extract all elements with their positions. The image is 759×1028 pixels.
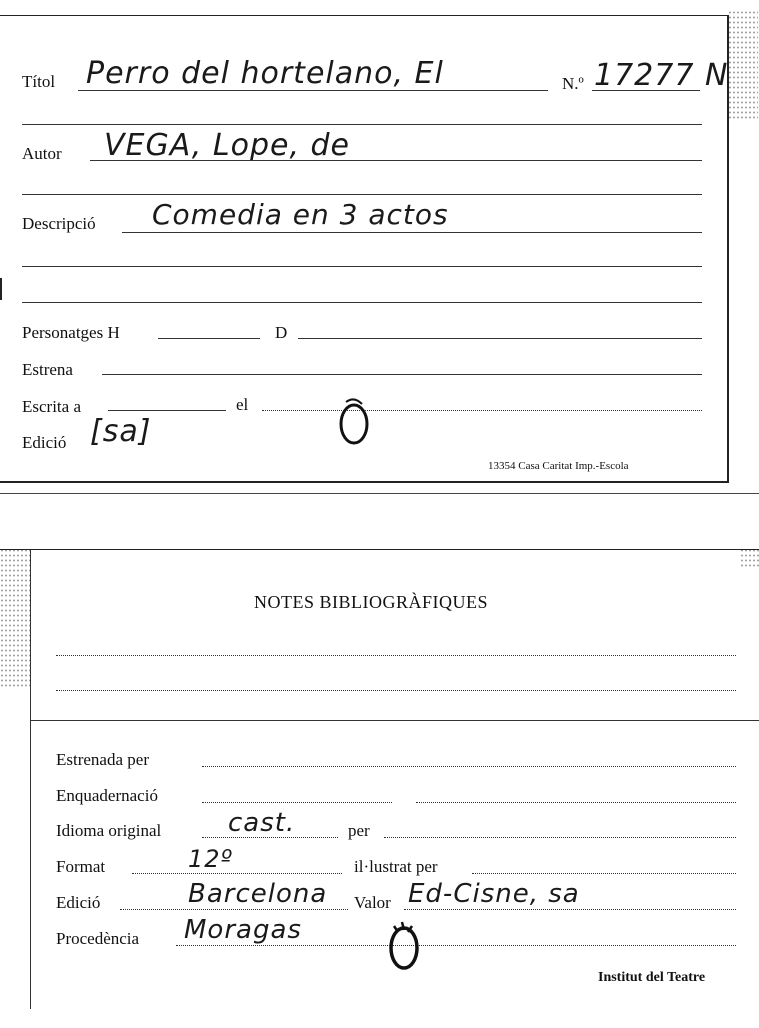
procedencia-line (176, 945, 736, 946)
enquadernacio-line-2 (416, 802, 736, 803)
number-value: 17277 N (594, 58, 729, 93)
scan-noise (728, 10, 758, 120)
descripcio-value: Comedia en 3 actos (152, 198, 449, 231)
edicio-label: Edició (22, 433, 67, 452)
idioma-line (202, 837, 338, 838)
enquadernacio-label: Enquadernació (56, 786, 158, 805)
footer-institution: Institut del Teatre (598, 970, 706, 985)
notes-heading: NOTES BIBLIOGRÀFIQUES (254, 592, 489, 612)
titol-line (78, 90, 548, 91)
autor-value: VEGA, Lope, de (104, 128, 351, 163)
autor-line-2 (22, 194, 702, 195)
edicio2-value: Barcelona (188, 879, 328, 909)
format-value: 12º (188, 845, 233, 873)
per-line (384, 837, 736, 838)
card2-divider (30, 720, 759, 721)
card-top-edge (0, 15, 729, 16)
notes-line-2 (56, 690, 736, 691)
descripcio-label: Descripció (22, 214, 96, 233)
descripcio-line-3 (22, 302, 702, 303)
number-line (592, 90, 700, 91)
personatges-label: Personatges H (22, 323, 120, 342)
idioma-value: cast. (228, 808, 296, 838)
estrenada-label: Estrenada per (56, 750, 149, 769)
estrena-label: Estrena (22, 360, 73, 379)
valor-line (404, 909, 736, 910)
edicio2-label: Edició (56, 893, 101, 912)
card-left-mark (0, 278, 2, 300)
handwritten-circle-mark-2 (376, 916, 432, 976)
escrita-label: Escrita a (22, 397, 81, 416)
edicio-value: [sa] (90, 414, 152, 449)
personatges-d-line (298, 338, 702, 339)
scan-noise-left (0, 548, 32, 688)
personatges-h-line (158, 338, 260, 339)
format-line (132, 873, 342, 874)
number-label: N.º (562, 74, 584, 93)
notes-line-1 (56, 655, 736, 656)
titol-label: Títol (22, 72, 56, 91)
escrita-el-label: el (236, 395, 249, 414)
card-bottom-rule (0, 493, 759, 494)
printer-note: 13354 Casa Caritat Imp.-Escola (488, 460, 629, 472)
descripcio-line (122, 232, 702, 233)
handwritten-circle-mark (326, 394, 382, 450)
autor-label: Autor (22, 144, 62, 163)
illustrat-label: il·lustrat per (354, 857, 438, 876)
format-label: Format (56, 857, 106, 876)
valor-value: Ed-Cisne, sa (408, 879, 580, 909)
card2-top-edge (0, 549, 759, 550)
procedencia-label: Procedència (56, 929, 140, 948)
titol-line-2 (22, 124, 702, 125)
autor-line (90, 160, 702, 161)
illustrat-line (472, 873, 736, 874)
procedencia-value: Moragas (184, 915, 302, 945)
titol-value: Perro del hortelano, El (86, 56, 444, 91)
idioma-label: Idioma original (56, 821, 162, 840)
per-label: per (348, 821, 370, 840)
estrenada-line (202, 766, 736, 767)
scan-noise-right (740, 548, 759, 568)
estrena-line (102, 374, 702, 375)
edicio2-line (120, 909, 348, 910)
valor-label: Valor (354, 893, 391, 912)
card-bottom-edge (0, 481, 729, 483)
escrita-a-line (108, 410, 226, 411)
descripcio-line-2 (22, 266, 702, 267)
card2-left-edge (30, 549, 31, 1009)
personatges-d-label: D (275, 323, 288, 342)
enquadernacio-line-1 (202, 802, 392, 803)
